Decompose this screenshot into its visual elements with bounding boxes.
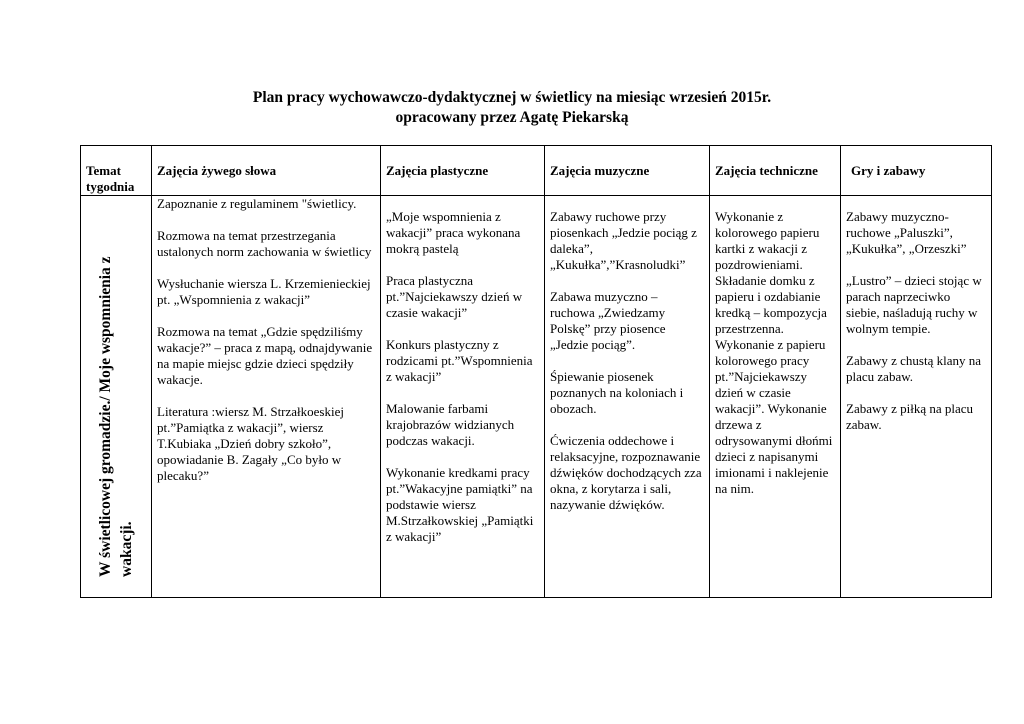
header-theme: Temat tygodnia [81, 146, 152, 196]
activity-item: „Moje wspomnienia z wakacji” praca wykonana mokrą pastelą [386, 209, 521, 256]
header-muzyczne: Zajęcia muzyczne [545, 146, 710, 196]
activity-item: Zabawy ruchowe przy piosenkach „Jedzie pociąg z daleka”, „Kukułka”,”Krasnoludki” [550, 209, 697, 272]
cell-plastyczne [381, 196, 545, 598]
header-plastyczne: Zajęcia plastyczne [381, 146, 545, 196]
activity-item: „Lustro” – dzieci stojąc w parach naprzeciwko siebie, naśladują ruchy w wolnym tempie. [846, 273, 982, 336]
activity-item: Zabawa muzyczno – ruchowa „Zwiedzamy Polskę” przy piosence „Jedzie pociąg”. [550, 289, 666, 352]
activity-item: Wykonanie kredkami pracy pt.”Wakacyjne pamiątki” na podstawie wiersz M.Strzałkowskiej „Pamiątki z wakacji” [386, 465, 534, 544]
activity-item: Malowanie farbami krajobrazów widzianych podczas wakacji. [386, 401, 515, 448]
cell-muzyczne [545, 196, 710, 598]
activity-item: Rozmowa na temat przestrzegania ustalonych norm zachowania w świetlicy [157, 228, 372, 259]
activity-item: Literatura :wiersz M. Strzałkoeskiej pt.”Pamiątka z wakacji”, wiersz T.Kubiaka „Dzień dobry szkoło”, opowiadanie B. Zagały „Co było w plecaku?” [157, 404, 344, 483]
document-subtitle: opracowany przez Agatę Piekarską [395, 109, 629, 126]
document-title: Plan pracy wychowawczo-dydaktycznej w świetlicy na miesiąc wrzesień 2015r. [252, 89, 772, 106]
activity-item: Konkurs plastyczny z rodzicami pt.”Wspomnienia z wakacji” [386, 337, 533, 384]
activity-item: Śpiewanie piosenek poznanych na koloniach i obozach. [550, 369, 684, 416]
header-zywe-slowo: Zajęcia żywego słowa [152, 146, 381, 196]
activity-item: Zabawy muzyczno-ruchowe „Paluszki”, „Kukułka”, „Orzeszki” [846, 209, 967, 256]
activity-item: Wykonanie z kolorowego papieru kartki z wakacji z pozdrowieniami. Składanie domku z papieru i ozdabianie kredką – kompozycja przestrzenna. Wykonanie z papieru kolorowego pracy pt.”Najciekawszy dzień w czasie wakacji”. Wykonanie drzewa z odrysowanymi dłońmi dzieci z napisanymi imionami i naklejenie na nim. [715, 209, 833, 496]
header-gry: Gry i zabawy [841, 146, 992, 196]
header-techniczne: Zajęcia techniczne [710, 146, 841, 196]
activity-item: Rozmowa na temat „Gdzie spędziliśmy wakacje?” – praca z mapą, odnajdywanie na mapie miejsc gdzie dzieci spędziły wakacje. [157, 324, 373, 387]
activity-item: Zapoznanie z regulaminem "świetlicy. [157, 196, 357, 211]
week-row [81, 196, 992, 598]
activity-item: Zabawy z chustą klany na placu zabaw. [846, 353, 982, 384]
activity-item: Praca plastyczna pt.”Najciekawszy dzień w czasie wakacji” [386, 273, 523, 320]
theme-text: W świetlicowej gromadzie./ Moje wspomnienia z wakacji. [97, 256, 135, 577]
cell-gry [841, 196, 992, 598]
cell-zywe-slowo [152, 196, 381, 598]
activity-item: Zabawy z piłką na placu zabaw. [846, 401, 974, 432]
header-row [81, 146, 992, 196]
cell-techniczne [710, 196, 841, 598]
theme-cell [81, 196, 152, 598]
plan-table [80, 145, 992, 598]
activity-item: Wysłuchanie wiersza L. Krzemienieckiej pt. „Wspomnienia z wakacji” [157, 276, 371, 307]
activity-item: Ćwiczenia oddechowe i relaksacyjne, rozpoznawanie dźwięków dochodzących zza okna, z korytarza i sali, nazywanie dźwięków. [550, 433, 702, 512]
